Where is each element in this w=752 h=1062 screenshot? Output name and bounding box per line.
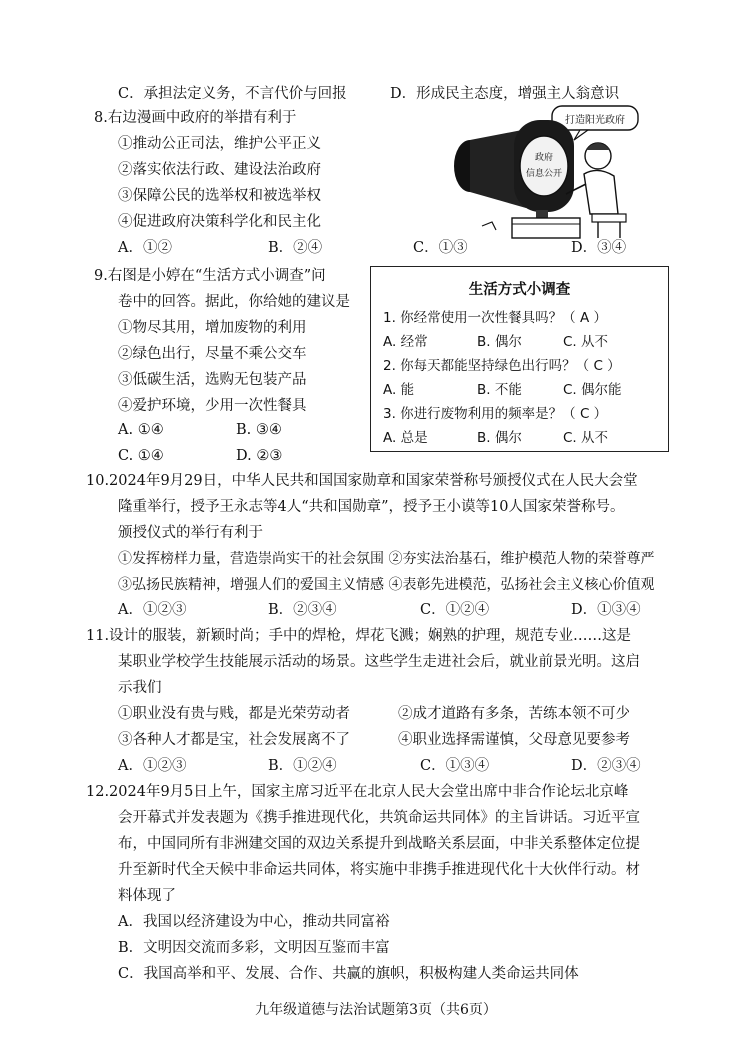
survey-q3-opt-b: B. 偶尔: [477, 430, 522, 446]
survey-q2-opt-c: C. 偶尔能: [563, 382, 622, 398]
q9-item-3: ③低碳生活，选购无包装产品: [118, 372, 307, 388]
survey-q2-opt-b: B. 不能: [477, 382, 522, 398]
q10-items-line2: ③弘扬民族精神，增强人们的爱国主义情感 ④表彰先进模范，弘扬社会主义核心价值观: [118, 577, 655, 593]
q10-option-d: D．①③④: [571, 602, 641, 618]
q9-item-2: ②绿色出行，尽量不乘公交车: [118, 346, 307, 362]
q11-stem-line1: 11.设计的服装，新颖时尚；手中的焊枪，焊花飞溅；娴熟的护理，规范专业……这是: [86, 628, 632, 644]
q9-option-b: B. ③④: [236, 422, 282, 438]
survey-q1-opt-b: B. 偶尔: [477, 334, 522, 350]
q9-stem-line2: 卷中的回答。据此，你给她的建议是: [118, 294, 350, 310]
cartoon-illustration: [452, 104, 642, 240]
q8-item-4: ④促进政府决策科学化和民主化: [118, 214, 321, 230]
q8-stem: 8.右边漫画中政府的举措有利于: [94, 110, 297, 126]
q12-option-b: B．文明因交流而多彩，文明因互鉴而丰富: [118, 940, 390, 956]
q8-item-3: ③保障公民的选举权和被选举权: [118, 188, 321, 204]
q9-option-c: C. ①④: [118, 448, 164, 464]
q11-stem-line2: 某职业学校学生技能展示活动的场景。这些学生走进社会后，就业前景光明。这启: [118, 654, 640, 670]
cartoon-bubble-text: 打造阳光政府: [565, 115, 625, 126]
q12-stem-line5: 料体现了: [118, 888, 176, 904]
q10-stem-line1: 10.2024年9月29日，中华人民共和国国家勋章和国家荣誉称号颁授仪式在人民大会堂: [86, 473, 638, 489]
q8-option-c: C．①③: [413, 240, 468, 256]
q8-item-2: ②落实依法行政、建设法治政府: [118, 162, 321, 178]
survey-q2: 2. 你每天都能坚持绿色出行吗？（ C ）: [383, 358, 621, 374]
q7-option-c: C．承担法定义务，不言代价与回报: [118, 86, 347, 102]
q12-stem-line3: 布，中国同所有非洲建交国的双边关系提升到战略关系层面，中非关系整体定位提: [118, 836, 640, 852]
q12-option-c: C．我国高举和平、发展、合作、共赢的旗帜，积极构建人类命运共同体: [118, 966, 579, 982]
survey-q1-opt-c: C. 从不: [563, 334, 609, 350]
q10-items-line1: ①发挥榜样力量，营造崇尚实干的社会氛围 ②夯实法治基石，维护模范人物的荣誉尊严: [118, 551, 655, 567]
q12-stem-line1: 12.2024年9月5日上午，国家主席习近平在北京人民大会堂出席中非合作论坛北京峰: [86, 784, 629, 800]
q11-item-3: ③各种人才都是宝，社会发展离不了: [118, 732, 350, 748]
q7-option-d: D．形成民主态度，增强主人翁意识: [390, 86, 620, 102]
q9-stem-line1: 9.右图是小婷在“生活方式小调查”问: [94, 268, 326, 284]
q8-item-1: ①推动公正司法，维护公平正义: [118, 136, 321, 152]
survey-q1-opt-a: A. 经常: [383, 334, 428, 350]
q8-option-d: D．③④: [571, 240, 627, 256]
q9-option-a: A. ①④: [118, 422, 164, 438]
q11-option-d: D．②③④: [571, 758, 641, 774]
survey-q2-opt-a: A. 能: [383, 382, 415, 398]
q11-stem-line3: 示我们: [118, 680, 162, 696]
q8-option-a: A．①②: [118, 240, 172, 256]
q11-option-c: C．①③④: [420, 758, 490, 774]
q11-item-2: ②成才道路有多条，苦练本领不可少: [398, 706, 630, 722]
q11-item-1: ①职业没有贵与贱，都是光荣劳动者: [118, 706, 350, 722]
q10-option-a: A．①②③: [118, 602, 187, 618]
q9-item-4: ④爱护环境，少用一次性餐具: [118, 398, 307, 414]
page-footer: 九年级道德与法治试题第3页（共6页）: [255, 1002, 497, 1018]
q10-option-b: B．②③④: [268, 602, 337, 618]
q11-option-b: B．①②④: [268, 758, 337, 774]
survey-q3: 3. 你进行废物利用的频率是？（ C ）: [383, 406, 608, 422]
q8-option-b: B．②④: [268, 240, 323, 256]
survey-q3-opt-c: C. 从不: [563, 430, 609, 446]
q9-item-1: ①物尽其用，增加废物的利用: [118, 320, 307, 336]
q11-option-a: A．①②③: [118, 758, 187, 774]
survey-q3-opt-a: A. 总是: [383, 430, 428, 446]
cartoon-screen-top: 政府: [534, 153, 554, 163]
q10-stem-line3: 颁授仪式的举行有利于: [118, 525, 263, 541]
q10-stem-line2: 隆重举行，授予王永志等4人“共和国勋章”，授予王小谟等10人国家荣誉称号。: [118, 499, 625, 515]
q11-item-4: ④职业选择需谨慎，父母意见要参考: [398, 732, 630, 748]
q9-option-d: D. ②③: [236, 448, 283, 464]
q12-stem-line4: 升至新时代全天候中非命运共同体，将实施中非携手推进现代化十大伙伴行动。材: [118, 862, 640, 878]
q10-option-c: C．①②④: [420, 602, 490, 618]
survey-title: 生活方式小调查: [468, 282, 571, 298]
q12-option-a: A．我国以经济建设为中心，推动共同富裕: [118, 914, 390, 930]
cartoon-screen-bottom: 信息公开: [525, 169, 563, 179]
q12-stem-line2: 会开幕式并发表题为《携手推进现代化，共筑命运共同体》的主旨讲话。习近平宣: [118, 810, 640, 826]
survey-box: [370, 266, 669, 452]
survey-q1: 1. 你经常使用一次性餐具吗？（ A ）: [383, 310, 607, 326]
